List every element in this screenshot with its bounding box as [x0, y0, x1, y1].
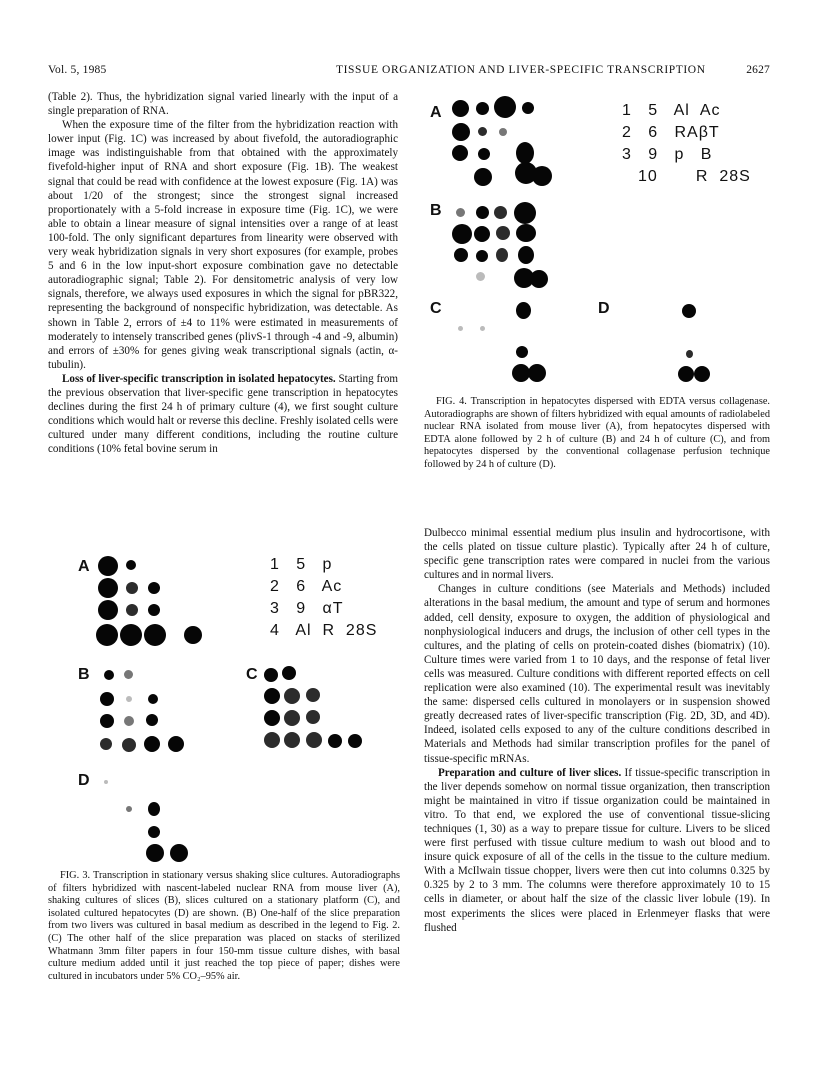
hybridization-dot [104, 780, 108, 784]
hybridization-dot [454, 248, 468, 262]
paragraph: When the exposure time of the filter from the hybridization reaction with lower input (Fig. 1C) was increased by about fivefold, the autoradiographic image was indistinguishable from that obtained with the approximately fivefold-higher input of RNA and short exposure (Fig. 1B). The weakest signal that could be read with confidence at the lowest exposure (Fig. 1A) was about 1/20 of the strongest; since the strongest signal increased proportionately with a 5-fold increase in exposure time (Fig. 1C), we were able to obtain a linear measure of signal intensities over a range of at least 100-fold. The only significant departures from linearity were observed with very weak hybridization signals in very short exposures (for example, probes 5 and 6 in the low input-short exposure combination gave no detectable autoradiographic signal; Table 2). For densitometric analysis of very low signals, therefore, we always used exposures in which the signal for pBR322, representing the background of nonspecific hybridization, was detectable. As shown in Table 2, errors of ±4 to 11% were estimated in measurements of moderately to intensely transcribed genes (plivS-1 through -4 and -9, albumin) and errors of ±30% for genes giving weak transcriptional signals (actin, α-tubulin). [48, 119, 398, 371]
hybridization-dot [474, 226, 490, 242]
hybridization-dot [682, 304, 696, 318]
hybridization-dot [124, 670, 133, 679]
panel-label: B [78, 666, 90, 683]
hybridization-dot [476, 250, 488, 262]
panel-label: D [598, 300, 610, 317]
hybridization-dot [98, 556, 118, 576]
hybridization-dot [306, 688, 320, 702]
hybridization-dot [100, 714, 114, 728]
page-number: 2627 [746, 64, 770, 76]
hybridization-dot [496, 226, 510, 240]
hybridization-dot [514, 202, 536, 224]
hybridization-dot [494, 96, 516, 118]
hybridization-dot [264, 668, 278, 682]
paragraph: Starting from the previous observation that liver-specific gene transcription in hepatocytes declines during the first 24 h of primary culture (4), we first sought culture conditions which would halt or reverse this decline. Freshly isolated cells were cultured under many different conditions, including the routine culture conditions (10% fetal bovine serum in [48, 372, 399, 456]
panel-label: A [78, 558, 90, 575]
hybridization-dot [328, 734, 342, 748]
hybridization-dot [184, 626, 202, 644]
hybridization-dot [530, 270, 548, 288]
hybridization-dot [126, 696, 132, 702]
hybridization-dot [458, 326, 463, 331]
hybridization-dot [98, 600, 118, 620]
hybridization-dot [456, 208, 465, 217]
hybridization-dot [532, 166, 552, 186]
hybridization-dot [148, 826, 160, 838]
hybridization-dot [452, 145, 468, 161]
hybridization-dot [284, 732, 300, 748]
hybridization-dot [478, 148, 490, 160]
hybridization-dot [124, 716, 134, 726]
hybridization-dot [148, 694, 158, 704]
hybridization-dot [478, 127, 487, 136]
hybridization-dot [452, 100, 469, 117]
hybridization-dot [499, 128, 507, 136]
hybridization-dot [100, 738, 112, 750]
hybridization-dot [264, 732, 280, 748]
panel-label: B [430, 202, 442, 219]
probe-key-row: 2 6 Ac [270, 578, 343, 595]
hybridization-dot [126, 604, 138, 616]
figure-4-caption [424, 396, 770, 472]
hybridization-dot [120, 624, 142, 646]
hybridization-dot [284, 688, 300, 704]
hybridization-dot [146, 714, 158, 726]
probe-key-row: 1 5 p [270, 556, 333, 573]
hybridization-dot [264, 710, 280, 726]
hybridization-dot [284, 710, 300, 726]
left-column-text [48, 90, 398, 456]
hybridization-dot [264, 688, 280, 704]
hybridization-dot [148, 604, 160, 616]
hybridization-dot [686, 350, 693, 358]
panel-label: C [246, 666, 258, 683]
hybridization-dot [100, 692, 114, 706]
hybridization-dot [126, 806, 132, 812]
running-title: TISSUE ORGANIZATION AND LIVER-SPECIFIC TRANSCRIPTION [336, 64, 706, 76]
hybridization-dot [96, 624, 118, 646]
hybridization-dot [306, 732, 322, 748]
hybridization-dot [452, 123, 470, 141]
section-heading: Preparation and culture of liver slices. [438, 766, 622, 779]
panel-label: C [430, 300, 442, 317]
hybridization-dot [98, 578, 118, 598]
probe-key-row: 4 Al R 28S [270, 622, 378, 639]
hybridization-dot [126, 560, 136, 570]
hybridization-dot [528, 364, 546, 382]
hybridization-dot [518, 246, 534, 264]
caption-text: FIG. 3. Transcription in stationary versus shaking slice cultures. Autoradiographs of filters hybridized with nascent-labeled nuclear RNA from mouse liver (A), shaking cultures of slices (B), slices cultured on a stationary platform (C), and isolated cultured hepatocytes (D) are shown. (B) One-half of the slice preparation from two livers was cultured in basal medium as described in the legend to Fig. 2. (C) The other half of the slice preparation was placed on stacks of sterilized Whatmann 3mm filter papers in four 150-mm tissue culture dishes, with basal culture medium added until it just reached the top piece of paper; dishes were cultured in incubators under 5% CO₂–95% air. [48, 870, 400, 982]
paragraph: If tissue-specific transcription in the liver depends somehow on normal tissue organization, then transcription might be maintained in vitro if tissue organization could be maintained in vitro. To that end, we explored the use of conventional tissue-slicing techniques (1, 30) as a way to prepare tissue for culture. Livers to be sliced were first perfused with tissue culture medium to wash out blood and to insure quick exposure of all of the cells in the tissue to the culture medium. With a McIlwain tissue chopper, livers were then cut into columns 0.325 by 0.325 by 2 to 3 mm. The columns were therefore approximately 10 to 15 cells in diameter, or about half the size of the classic liver lobule (19). In most experiments the slices were placed in Erlenmeyer flasks that were flushed [424, 766, 770, 934]
hybridization-dot [476, 102, 489, 115]
hybridization-dot [494, 206, 507, 219]
probe-key-row: 2 6 RAβT [622, 124, 720, 141]
hybridization-dot [148, 582, 160, 594]
hybridization-dot [480, 326, 485, 331]
hybridization-dot [144, 736, 160, 752]
hybridization-dot [170, 844, 188, 862]
running-header [48, 64, 770, 82]
hybridization-dot [516, 302, 531, 319]
panel-label: A [430, 104, 442, 121]
probe-key-row: 10 R 28S [638, 168, 751, 185]
right-column-text [424, 526, 770, 935]
hybridization-dot [694, 366, 710, 382]
hybridization-dot [104, 670, 114, 680]
hybridization-dot [476, 206, 489, 219]
hybridization-dot [516, 224, 536, 242]
section-heading: Loss of liver-specific transcription in isolated hepatocytes. [62, 372, 336, 385]
hybridization-dot [516, 142, 534, 164]
caption-text: FIG. 4. Transcription in hepatocytes dispersed with EDTA versus collagenase. Autoradiographs are shown of filters hybridized with equal amounts of radiolabeled nuclear RNA isolated from mouse liver (A), from hepatocytes dispersed with EDTA alone followed by 2 h of culture (B) and 24 h of culture (C), and from hepatocytes dispersed by the conventional collagenase perfusion technique followed by 24 h of culture (D). [424, 396, 770, 470]
hybridization-dot [496, 248, 508, 262]
hybridization-dot [122, 738, 136, 752]
hybridization-dot [522, 102, 534, 114]
probe-key-row: 3 9 p B [622, 146, 713, 163]
hybridization-dot [126, 582, 138, 594]
hybridization-dot [678, 366, 694, 382]
hybridization-dot [474, 168, 492, 186]
hybridization-dot [146, 844, 164, 862]
figure-4-autoradiograph [418, 90, 770, 390]
hybridization-dot [168, 736, 184, 752]
panel-label: D [78, 772, 90, 789]
hybridization-dot [452, 224, 472, 244]
volume-label: Vol. 5, 1985 [48, 64, 107, 76]
hybridization-dot [476, 272, 485, 281]
paragraph: Changes in culture conditions (see Materials and Methods) included alterations in the basal medium, the amount and type of serum and hormones added, cell density, exposure to oxygen, the addition of physiological and nonphysiological inducers and drugs, the inclusion of other cell types in the cultures, and the plating of cells on protein-coated dishes (biomatrix) (10). Culture times were varied from 1 to 10 days, and the response of fetal liver cells was measured. Culture conditions with different reported effects on cell replication were also examined (10). The experimental result was inevitably the same: dispersed cells cultured in monolayers or in suspension showed greatly decreased rates of liver-specific transcription (Fig. 2D, 3D, and 4D). Indeed, isolated cells exposed to any of the culture conditions described in Materials and Methods had similar transcription profiles for the panel of tissue-specific mRNAs. [424, 583, 770, 765]
probe-key-row: 1 5 Al Ac [622, 102, 721, 119]
hybridization-dot [144, 624, 166, 646]
paragraph: (Table 2). Thus, the hybridization signal varied linearly with the input of a single preparation of RNA. [48, 91, 398, 118]
probe-key-row: 3 9 αT [270, 600, 344, 617]
hybridization-dot [306, 710, 320, 724]
hybridization-dot [348, 734, 362, 748]
hybridization-dot [516, 346, 528, 358]
figure-3-caption [48, 870, 400, 983]
hybridization-dot [148, 802, 160, 816]
hybridization-dot [282, 666, 296, 680]
paragraph: Dulbecco minimal essential medium plus insulin and hydrocortisone, with the cells plated on tissue culture plastic). Typically after 24 h of culture, specific gene transcription rates were compared in nuclei from the various cultures and in normal livers. [424, 527, 770, 582]
figure-3-autoradiograph [70, 548, 400, 868]
